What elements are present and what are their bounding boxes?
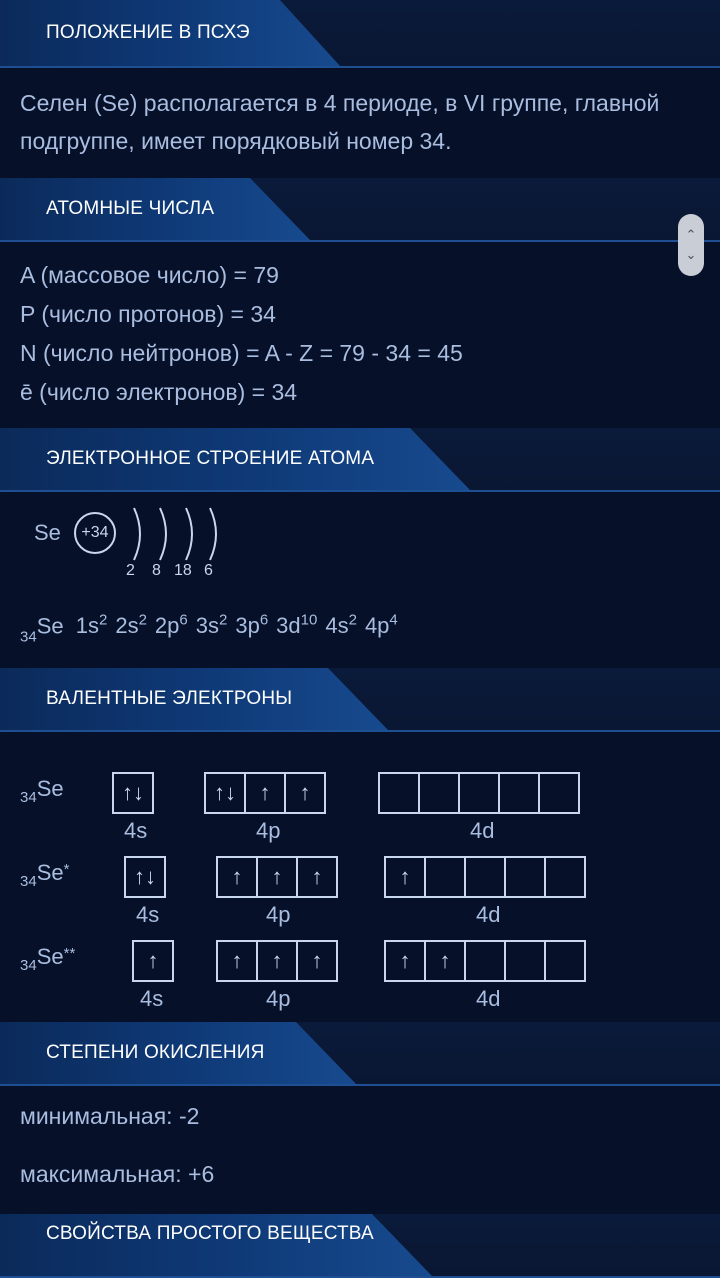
atomic-number: 34	[20, 628, 37, 646]
chevron-down-icon: ⌄	[685, 247, 697, 262]
sublevel-label: 4p	[266, 986, 291, 1011]
element-symbol: Se	[36, 860, 64, 885]
orbital-electrons: 6	[179, 612, 188, 629]
d-orbital-cell: ↑	[384, 856, 426, 898]
p-orbital-cell: ↑	[244, 772, 286, 814]
section-title: ЭЛЕКТРОННОЕ СТРОЕНИЕ АТОМА	[46, 448, 375, 469]
d-orbital-cell	[464, 856, 506, 898]
d-orbital-cell	[544, 856, 586, 898]
electron-count: ē (число электронов) = 34	[20, 379, 298, 405]
orbital-electrons: 10	[300, 612, 318, 629]
valence-element-label	[20, 776, 64, 806]
shell-count: 6	[204, 562, 213, 579]
orbital-electrons: 2	[348, 612, 357, 629]
section-title: СТЕПЕНИ ОКИСЛЕНИЯ	[46, 1042, 265, 1063]
shell-arc	[160, 508, 166, 560]
d-orbital-cell	[504, 856, 546, 898]
orbital-name: 3p	[235, 613, 260, 639]
atomic-numbers	[20, 256, 710, 412]
section-header-properties	[0, 1214, 720, 1278]
element-symbol: Se	[36, 776, 64, 801]
section-header-structure	[0, 428, 720, 492]
orbital-name: 4s	[325, 613, 349, 639]
element-symbol: Se	[34, 520, 61, 545]
d-orbital-cell: ↑	[384, 940, 426, 982]
d-orbital-cell	[538, 772, 580, 814]
section-title: СВОЙСТВА ПРОСТОГО ВЕЩЕСТВА	[46, 1223, 374, 1244]
orbital-electrons: 2	[138, 612, 147, 629]
p-orbital-cell: ↑	[296, 856, 338, 898]
atomic-number: 34	[20, 789, 37, 806]
orbital-name: 3d	[276, 613, 301, 639]
text-line: Селен (Se) располагается в 4 периоде, в VI группе, главной	[20, 90, 660, 116]
orbital-electrons: 2	[219, 612, 228, 629]
d-orbital-cell: ↑	[424, 940, 466, 982]
min-oxidation: минимальная: -2	[20, 1103, 200, 1129]
config-term	[196, 613, 228, 638]
excited-mark: **	[63, 945, 76, 962]
config-terms	[70, 613, 398, 638]
s-orbital-cell: ↑	[132, 940, 174, 982]
atomic-number: 34	[20, 873, 37, 890]
section-title: ПОЛОЖЕНИЕ В ПСХЭ	[46, 22, 250, 43]
sublevel-label: 4s	[124, 818, 148, 843]
d-orbital-cell	[378, 772, 420, 814]
orbital-name: 2p	[154, 613, 180, 639]
proton-count: P (число протонов) = 34	[20, 301, 276, 327]
sublevel-label: 4d	[476, 902, 501, 927]
element-symbol: Se	[36, 944, 64, 969]
mass-number: A (массовое число) = 79	[20, 262, 279, 288]
d-orbital-cell	[458, 772, 500, 814]
p-orbital-cell: ↑	[256, 940, 298, 982]
config-term	[76, 613, 108, 638]
section-header-oxidation	[0, 1022, 720, 1086]
orbital-name: 3s	[195, 613, 219, 639]
p-orbital-cell: ↑↓	[204, 772, 246, 814]
section-title: АТОМНЫЕ ЧИСЛА	[46, 198, 215, 219]
valence-element-label	[20, 944, 75, 974]
section-title: ВАЛЕНТНЫЕ ЭЛЕКТРОНЫ	[46, 688, 293, 709]
config-term	[365, 613, 398, 638]
text-line: подгруппе, имеет порядковый номер 34.	[20, 128, 452, 154]
config-term	[276, 613, 317, 638]
atomic-number: 34	[20, 957, 37, 974]
shell-arc	[186, 508, 192, 560]
valence-element-label	[20, 860, 69, 890]
s-orbital-cell: ↑↓	[124, 856, 166, 898]
max-oxidation: максимальная: +6	[20, 1161, 215, 1187]
chevron-up-icon: ⌃	[685, 227, 697, 242]
d-orbital-cell	[498, 772, 540, 814]
sublevel-label: 4s	[136, 902, 160, 927]
sublevel-label: 4p	[266, 902, 291, 927]
section-header-valence	[0, 668, 720, 732]
shell-arc	[210, 508, 216, 560]
config-term	[115, 613, 147, 638]
electron-configuration	[20, 612, 398, 645]
sublevel-label: 4d	[470, 818, 495, 843]
sublevel-label: 4p	[256, 818, 281, 843]
orbital-name: 1s	[75, 613, 99, 639]
shell-count: 2	[126, 562, 135, 579]
excited-mark: *	[63, 861, 70, 878]
d-orbital-cell	[504, 940, 546, 982]
sublevel-label: 4s	[140, 986, 164, 1011]
s-orbital-cell: ↑↓	[112, 772, 154, 814]
p-orbital-cell: ↑	[256, 856, 298, 898]
electron-shells	[126, 506, 236, 562]
d-orbital-cell	[418, 772, 460, 814]
section-header-atomic	[0, 178, 720, 242]
d-orbital-cell	[464, 940, 506, 982]
position-text	[20, 84, 710, 160]
orbital-name: 4p	[364, 613, 390, 639]
p-orbital-cell: ↑	[296, 940, 338, 982]
orbital-electrons: 6	[259, 612, 269, 629]
orbital-electrons: 4	[389, 612, 398, 629]
nucleus-charge: +34	[81, 524, 109, 541]
section-header-position	[0, 0, 720, 68]
orbital-electrons: 2	[98, 612, 108, 629]
p-orbital-cell: ↑	[284, 772, 326, 814]
d-orbital-cell	[424, 856, 466, 898]
nucleus	[74, 512, 116, 554]
shell-count: 8	[152, 562, 161, 579]
config-term	[325, 613, 357, 638]
config-term	[155, 613, 188, 638]
sublevel-label: 4d	[476, 986, 501, 1011]
shell-arc	[134, 508, 140, 560]
d-orbital-cell	[544, 940, 586, 982]
config-term	[235, 613, 268, 638]
p-orbital-cell: ↑	[216, 856, 258, 898]
orbital-name: 2s	[115, 613, 139, 639]
neutron-count: N (число нейтронов) = A - Z = 79 - 34 = 45	[20, 340, 463, 366]
config-symbol: Se	[36, 613, 64, 639]
shell-count: 18	[174, 562, 192, 579]
p-orbital-cell: ↑	[216, 940, 258, 982]
